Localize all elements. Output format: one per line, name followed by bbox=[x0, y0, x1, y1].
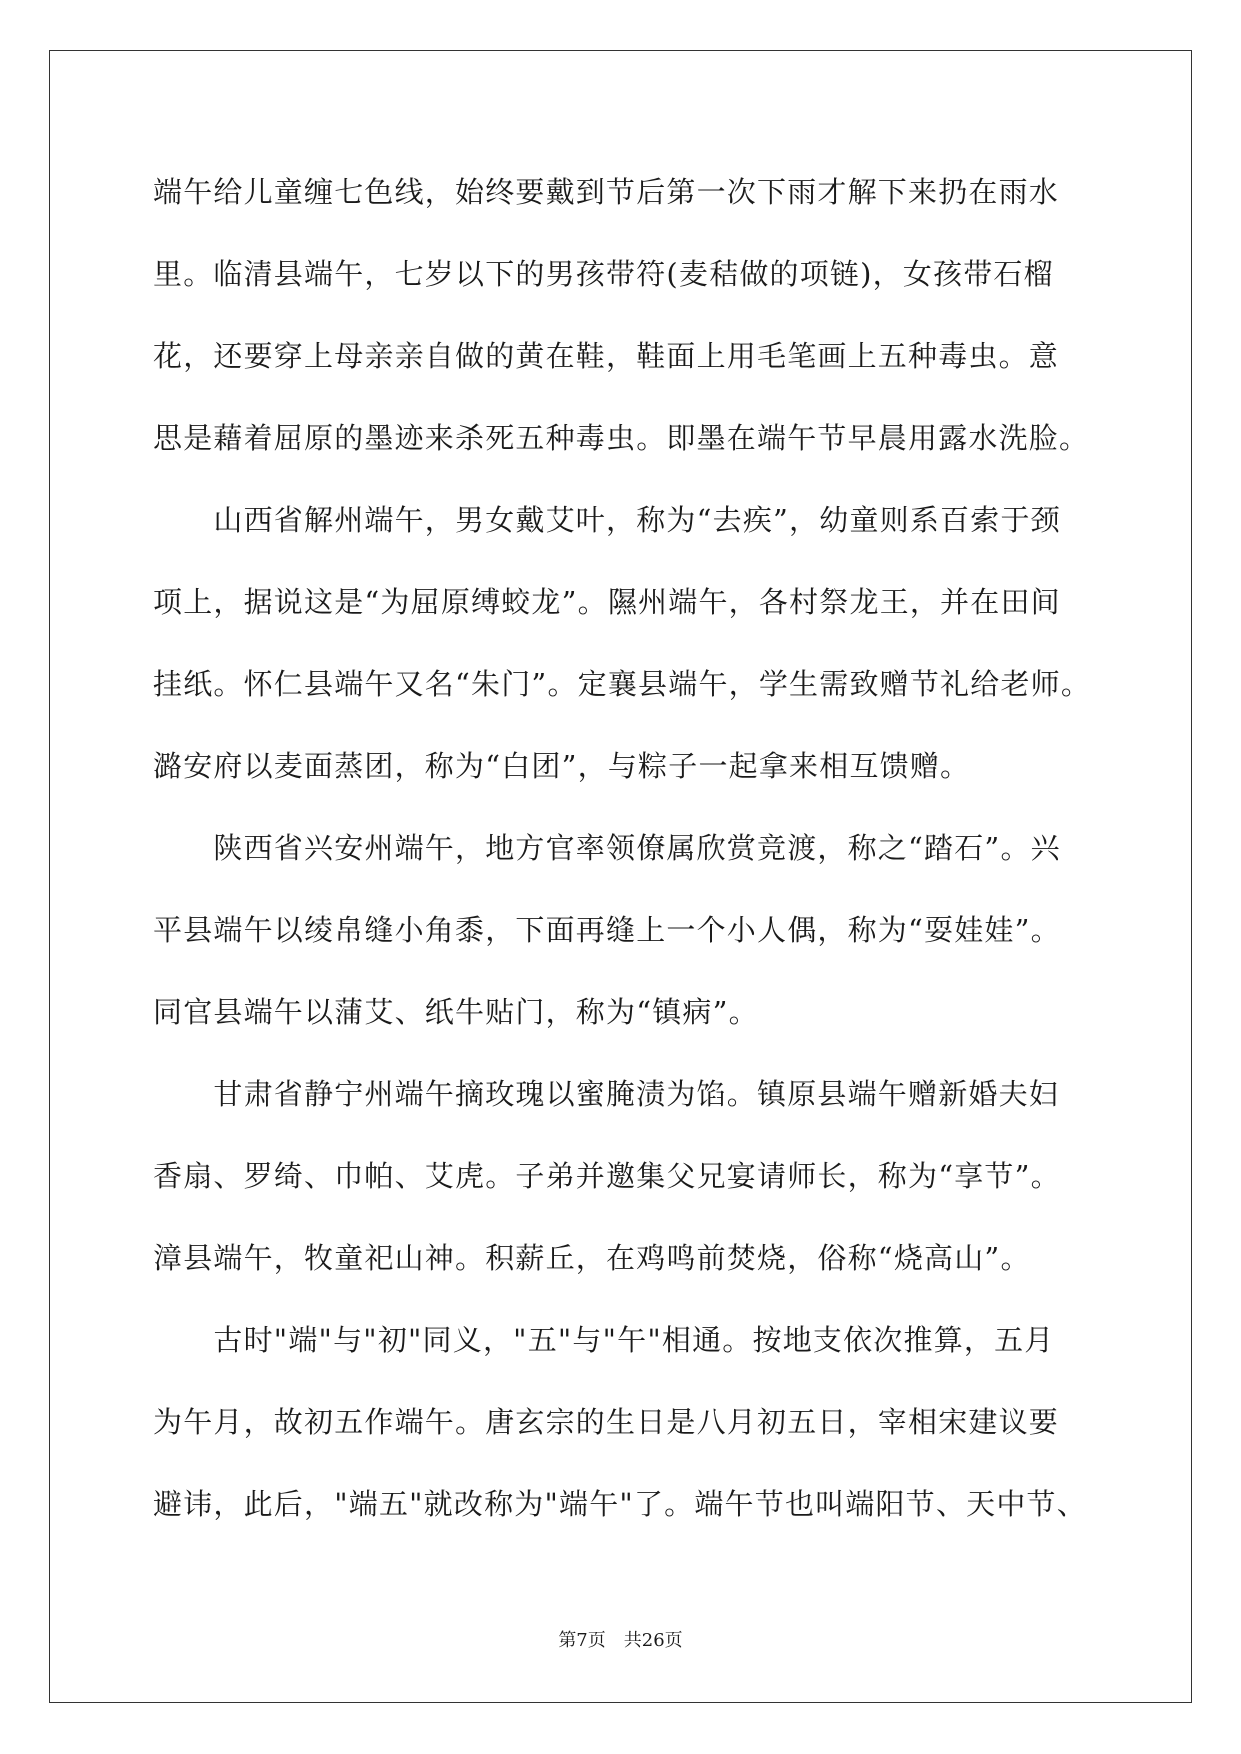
document-body bbox=[153, 162, 1092, 1556]
page-number: 第7页 共26页 bbox=[558, 1630, 683, 1651]
text-line: 思是藉着屈原的墨迹来杀死五种毒虫。即墨在端午节早晨用露水洗脸。 bbox=[153, 421, 1090, 455]
paragraph-2 bbox=[153, 490, 1092, 818]
paragraph-1 bbox=[153, 162, 1088, 490]
text-line: 漳县端午，牧童祀山神。积薪丘，在鸡鸣前焚烧，俗称“烧高山”。 bbox=[153, 1241, 1031, 1275]
text-line: 为午月，故初五作端午。唐玄宗的生日是八月初五日，宰相宋建议要 bbox=[153, 1405, 1060, 1439]
page-footer bbox=[0, 1626, 1241, 1652]
text-line: 香扇、罗绮、巾帕、艾虎。子弟并邀集父兄宴请师长，称为“享节”。 bbox=[153, 1159, 1061, 1193]
text-line: 挂纸。怀仁县端午又名“朱门”。定襄县端午，学生需致赠节礼给老师。 bbox=[153, 667, 1092, 701]
paragraph-3 bbox=[153, 818, 1088, 1064]
text-line: 避讳，此后，"端五"就改称为"端午"了。端午节也叫端阳节、天中节、 bbox=[153, 1487, 1087, 1521]
text-line: 里。临清县端午，七岁以下的男孩带符(麦秸做的项链)，女孩带石榴 bbox=[153, 257, 1054, 291]
paragraph-5 bbox=[153, 1310, 1088, 1556]
text-line: 项上，据说这是“为屈原缚蛟龙”。隰州端午，各村祭龙王，并在田间 bbox=[153, 585, 1061, 619]
text-line: 平县端午以绫帛缝小角黍，下面再缝上一个小人偶，称为“耍娃娃”。 bbox=[153, 913, 1061, 947]
text-line: 花，还要穿上母亲亲自做的黄在鞋，鞋面上用毛笔画上五种毒虫。意 bbox=[153, 339, 1060, 373]
paragraph-4 bbox=[153, 1064, 1088, 1310]
text-line: 端午给儿童缠七色线，始终要戴到节后第一次下雨才解下来扔在雨水 bbox=[153, 175, 1060, 209]
text-line: 古时"端"与"初"同义，"五"与"午"相通。按地支依次推算，五月 bbox=[153, 1323, 1055, 1357]
text-line: 同官县端午以蒲艾、纸牛贴门，称为“镇病”。 bbox=[153, 995, 759, 1029]
text-line: 陕西省兴安州端午，地方官率领僚属欣赏竞渡，称之“踏石”。兴 bbox=[153, 831, 1061, 865]
text-line: 甘肃省静宁州端午摘玫瑰以蜜腌渍为馅。镇原县端午赠新婚夫妇 bbox=[153, 1077, 1060, 1111]
text-line: 潞安府以麦面蒸团，称为“白团”，与粽子一起拿来相互馈赠。 bbox=[153, 749, 971, 783]
text-line: 山西省解州端午，男女戴艾叶，称为“去疾”，幼童则系百索于颈 bbox=[153, 503, 1061, 537]
